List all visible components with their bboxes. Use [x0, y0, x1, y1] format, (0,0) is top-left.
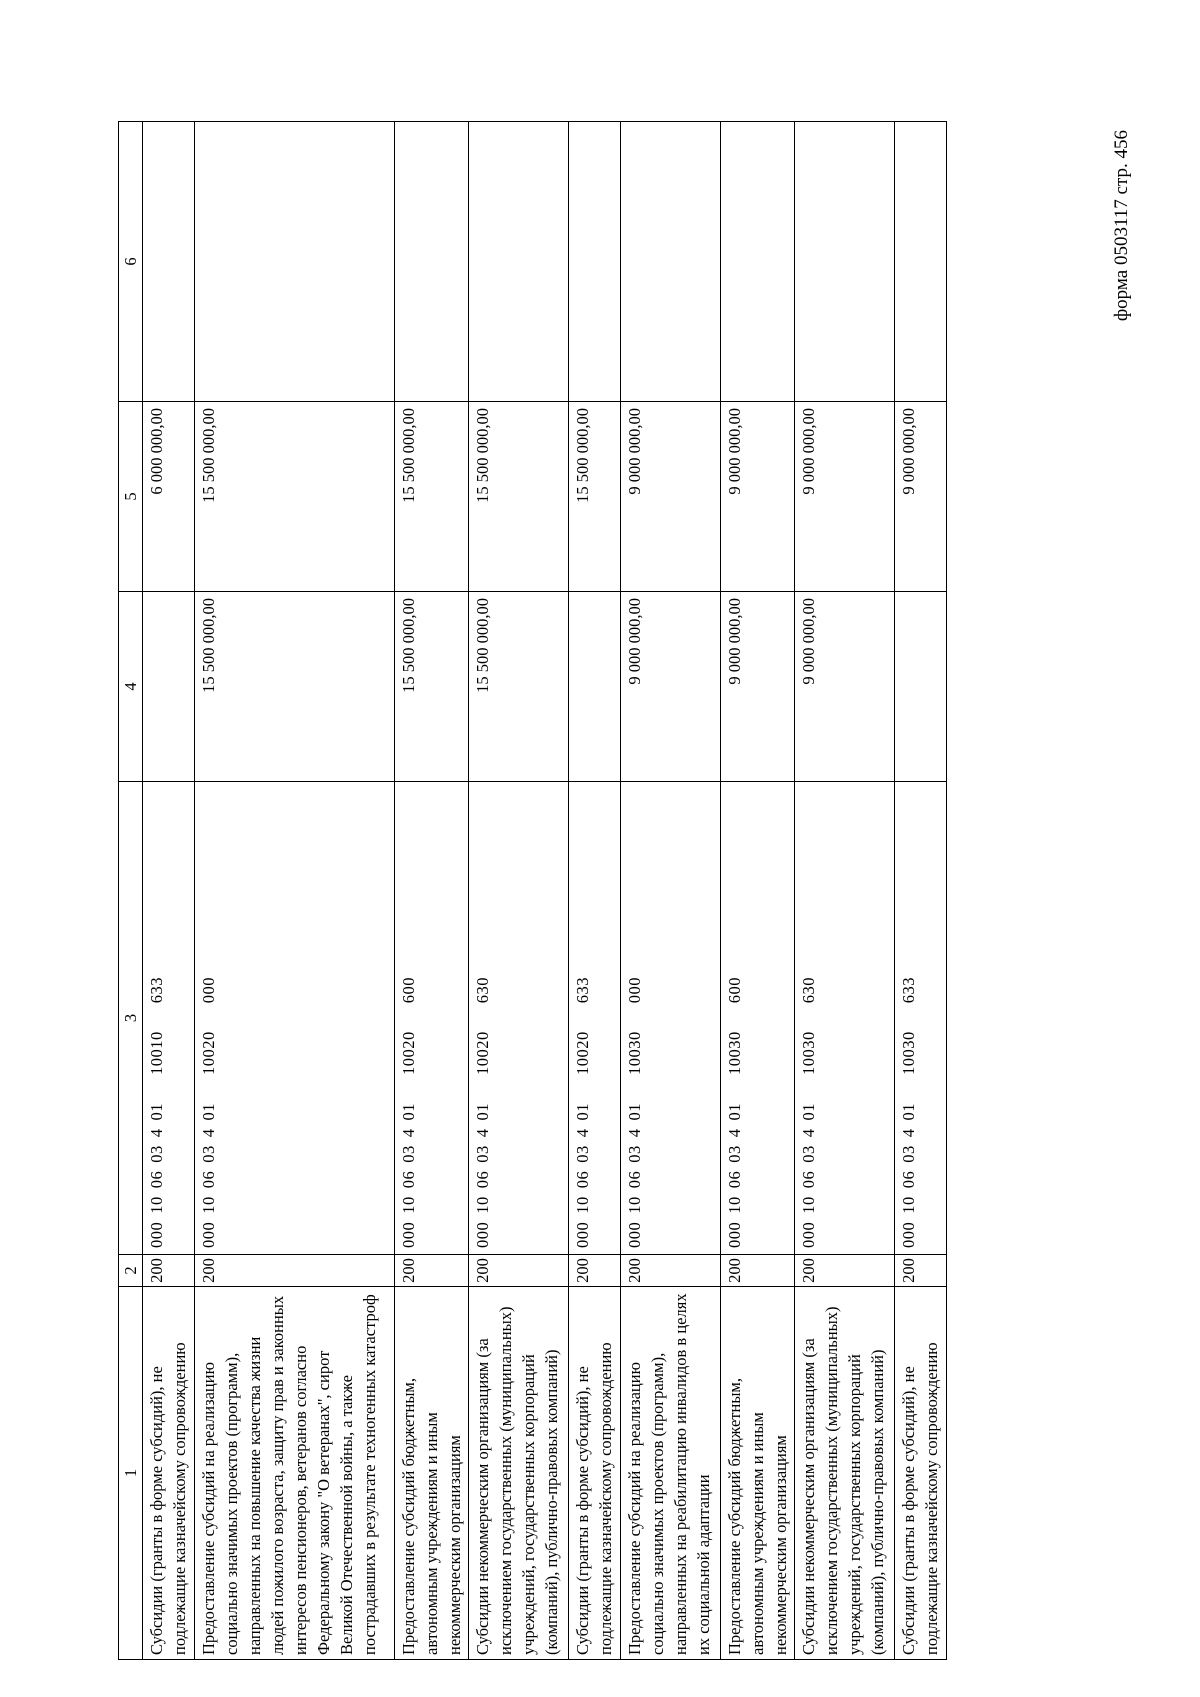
cell-budget-code [621, 782, 721, 1255]
cell-col5: 15 500 000,00 [395, 402, 469, 592]
cell-name: Субсидии некоммерческим организациям (за исключением государственных (муниципальных) учреждений, государственных корпораций (компаний), публично-правовых компаний) [795, 1287, 895, 1660]
code-part: 06 [473, 1170, 492, 1189]
code-part: 03 [573, 1145, 592, 1163]
cell-budget-code [143, 782, 195, 1255]
cell-col5: 9 000 000,00 [721, 402, 795, 592]
code-part: 10 [725, 1196, 744, 1214]
cell-col6 [195, 122, 395, 402]
cell-budget-code [795, 782, 895, 1255]
code-part: 01 [799, 1103, 818, 1121]
cell-line-code: 200 [195, 1255, 395, 1287]
code-part: 10020 [573, 1031, 592, 1075]
code-part: 06 [899, 1170, 918, 1189]
code-part: 633 [147, 977, 166, 1004]
cell-line-code: 200 [143, 1255, 195, 1287]
code-part: 06 [399, 1170, 418, 1189]
code-part: 4 [799, 1128, 818, 1138]
code-part: 10 [399, 1196, 418, 1214]
header-col-5: 5 [119, 402, 143, 592]
table-row [395, 122, 469, 1660]
cell-budget-code [569, 782, 621, 1255]
code-part: 000 [473, 1221, 492, 1248]
code-part: 10010 [147, 1031, 166, 1075]
cell-name: Субсидии (гранты в форме субсидий), не подлежащие казначейскому сопровождению [895, 1287, 947, 1660]
cell-name: Субсидии (гранты в форме субсидий), не подлежащие казначейскому сопровождению [569, 1287, 621, 1660]
cell-line-code: 200 [569, 1255, 621, 1287]
code-part: 10 [799, 1196, 818, 1214]
code-part: 10 [625, 1196, 644, 1214]
table-row [195, 122, 395, 1660]
code-part: 06 [725, 1170, 744, 1189]
code-part: 4 [625, 1128, 644, 1138]
code-part: 4 [399, 1128, 418, 1138]
code-part: 01 [573, 1103, 592, 1121]
cell-line-code: 200 [795, 1255, 895, 1287]
cell-col5: 15 500 000,00 [195, 402, 395, 592]
cell-col4: 9 000 000,00 [795, 592, 895, 782]
cell-col5: 15 500 000,00 [469, 402, 569, 592]
code-part: 000 [199, 1221, 218, 1248]
cell-name: Предоставление субсидий на реализацию социально значимых проектов (программ), направленных на повышение качества жизни людей пожилого возраста, защиту прав и законных интересов пенсионеров, ветеранов согласно Федеральному закону "О ветеранах", сирот Великой Отечественной войны, а также пострадавших в результате техногенных катастроф [195, 1287, 395, 1660]
code-part: 01 [199, 1103, 218, 1121]
code-part: 10020 [199, 1031, 218, 1075]
code-part: 000 [625, 977, 644, 1004]
code-part: 01 [625, 1103, 644, 1121]
code-part: 630 [799, 977, 818, 1004]
table-row [895, 122, 947, 1660]
code-part: 10030 [625, 1031, 644, 1075]
header-col-2: 2 [119, 1255, 143, 1287]
cell-col4: 15 500 000,00 [395, 592, 469, 782]
code-part: 03 [399, 1145, 418, 1163]
code-part: 10 [899, 1196, 918, 1214]
code-part: 000 [399, 1221, 418, 1248]
table-row [469, 122, 569, 1660]
cell-budget-code [395, 782, 469, 1255]
code-part: 600 [399, 977, 418, 1004]
header-col-6: 6 [119, 122, 143, 402]
code-part: 10030 [725, 1031, 744, 1075]
cell-col6 [895, 122, 947, 402]
code-part: 633 [899, 977, 918, 1004]
cell-col4 [569, 592, 621, 782]
cell-col5: 9 000 000,00 [795, 402, 895, 592]
code-part: 4 [199, 1128, 218, 1138]
code-part: 4 [473, 1128, 492, 1138]
cell-col6 [469, 122, 569, 402]
code-part: 000 [799, 1221, 818, 1248]
code-part: 10 [147, 1196, 166, 1214]
code-part: 01 [399, 1103, 418, 1121]
cell-budget-code [195, 782, 395, 1255]
code-part: 03 [147, 1145, 166, 1163]
report-table [118, 121, 947, 1660]
cell-col4 [895, 592, 947, 782]
code-part: 01 [725, 1103, 744, 1121]
cell-line-code: 200 [469, 1255, 569, 1287]
header-col-3: 3 [119, 782, 143, 1255]
table-row [143, 122, 195, 1660]
cell-col6 [721, 122, 795, 402]
code-part: 03 [625, 1145, 644, 1163]
cell-name: Предоставление субсидий бюджетным, автономным учреждениям и иным некоммерческим организациям [721, 1287, 795, 1660]
code-part: 03 [799, 1145, 818, 1163]
code-part: 000 [573, 1221, 592, 1248]
code-part: 06 [625, 1170, 644, 1189]
form-label: форма 0503117 стр. 456 [1111, 130, 1132, 322]
cell-line-code: 200 [621, 1255, 721, 1287]
table-row [621, 122, 721, 1660]
code-part: 4 [725, 1128, 744, 1138]
code-part: 000 [899, 1221, 918, 1248]
code-part: 10 [199, 1196, 218, 1214]
code-part: 06 [573, 1170, 592, 1189]
cell-line-code: 200 [395, 1255, 469, 1287]
code-part: 03 [725, 1145, 744, 1163]
code-part: 600 [725, 977, 744, 1004]
code-part: 10020 [399, 1031, 418, 1075]
header-row [119, 122, 143, 1660]
cell-col6 [143, 122, 195, 402]
cell-name: Субсидии некоммерческим организациям (за исключением государственных (муниципальных) учреждений, государственных корпораций (компаний), публично-правовых компаний) [469, 1287, 569, 1660]
code-part: 10 [573, 1196, 592, 1214]
code-part: 630 [473, 977, 492, 1004]
cell-name: Субсидии (гранты в форме субсидий), не подлежащие казначейскому сопровождению [143, 1287, 195, 1660]
cell-col4: 9 000 000,00 [721, 592, 795, 782]
code-part: 01 [147, 1103, 166, 1121]
table-row [795, 122, 895, 1660]
header-col-4: 4 [119, 592, 143, 782]
table-row [721, 122, 795, 1660]
code-part: 03 [199, 1145, 218, 1163]
code-part: 06 [799, 1170, 818, 1189]
code-part: 000 [625, 1221, 644, 1248]
code-part: 01 [899, 1103, 918, 1121]
table-row [569, 122, 621, 1660]
cell-col6 [395, 122, 469, 402]
cell-col4: 15 500 000,00 [469, 592, 569, 782]
code-part: 000 [725, 1221, 744, 1248]
cell-col4: 15 500 000,00 [195, 592, 395, 782]
code-part: 03 [473, 1145, 492, 1163]
cell-col6 [569, 122, 621, 402]
cell-col5: 6 000 000,00 [143, 402, 195, 592]
code-part: 000 [199, 977, 218, 1004]
cell-col4: 9 000 000,00 [621, 592, 721, 782]
report-table-container [118, 122, 953, 1660]
code-part: 10020 [473, 1031, 492, 1075]
cell-budget-code [895, 782, 947, 1255]
cell-col5: 9 000 000,00 [895, 402, 947, 592]
cell-col5: 9 000 000,00 [621, 402, 721, 592]
cell-col6 [795, 122, 895, 402]
code-part: 06 [147, 1170, 166, 1189]
cell-line-code: 200 [895, 1255, 947, 1287]
code-part: 4 [899, 1128, 918, 1138]
cell-budget-code [721, 782, 795, 1255]
cell-col4 [143, 592, 195, 782]
code-part: 01 [473, 1103, 492, 1121]
code-part: 10 [473, 1196, 492, 1214]
code-part: 4 [147, 1128, 166, 1138]
code-part: 10030 [899, 1031, 918, 1075]
code-part: 10030 [799, 1031, 818, 1075]
cell-name: Предоставление субсидий на реализацию социально значимых проектов (программ), направленных на реабилитацию инвалидов в целях их социальной адаптации [621, 1287, 721, 1660]
cell-col6 [621, 122, 721, 402]
cell-col5: 15 500 000,00 [569, 402, 621, 592]
code-part: 633 [573, 977, 592, 1004]
cell-line-code: 200 [721, 1255, 795, 1287]
cell-budget-code [469, 782, 569, 1255]
code-part: 000 [147, 1221, 166, 1248]
code-part: 06 [199, 1170, 218, 1189]
header-col-1: 1 [119, 1287, 143, 1660]
code-part: 4 [573, 1128, 592, 1138]
code-part: 03 [899, 1145, 918, 1163]
cell-name: Предоставление субсидий бюджетным, автономным учреждениям и иным некоммерческим организациям [395, 1287, 469, 1660]
